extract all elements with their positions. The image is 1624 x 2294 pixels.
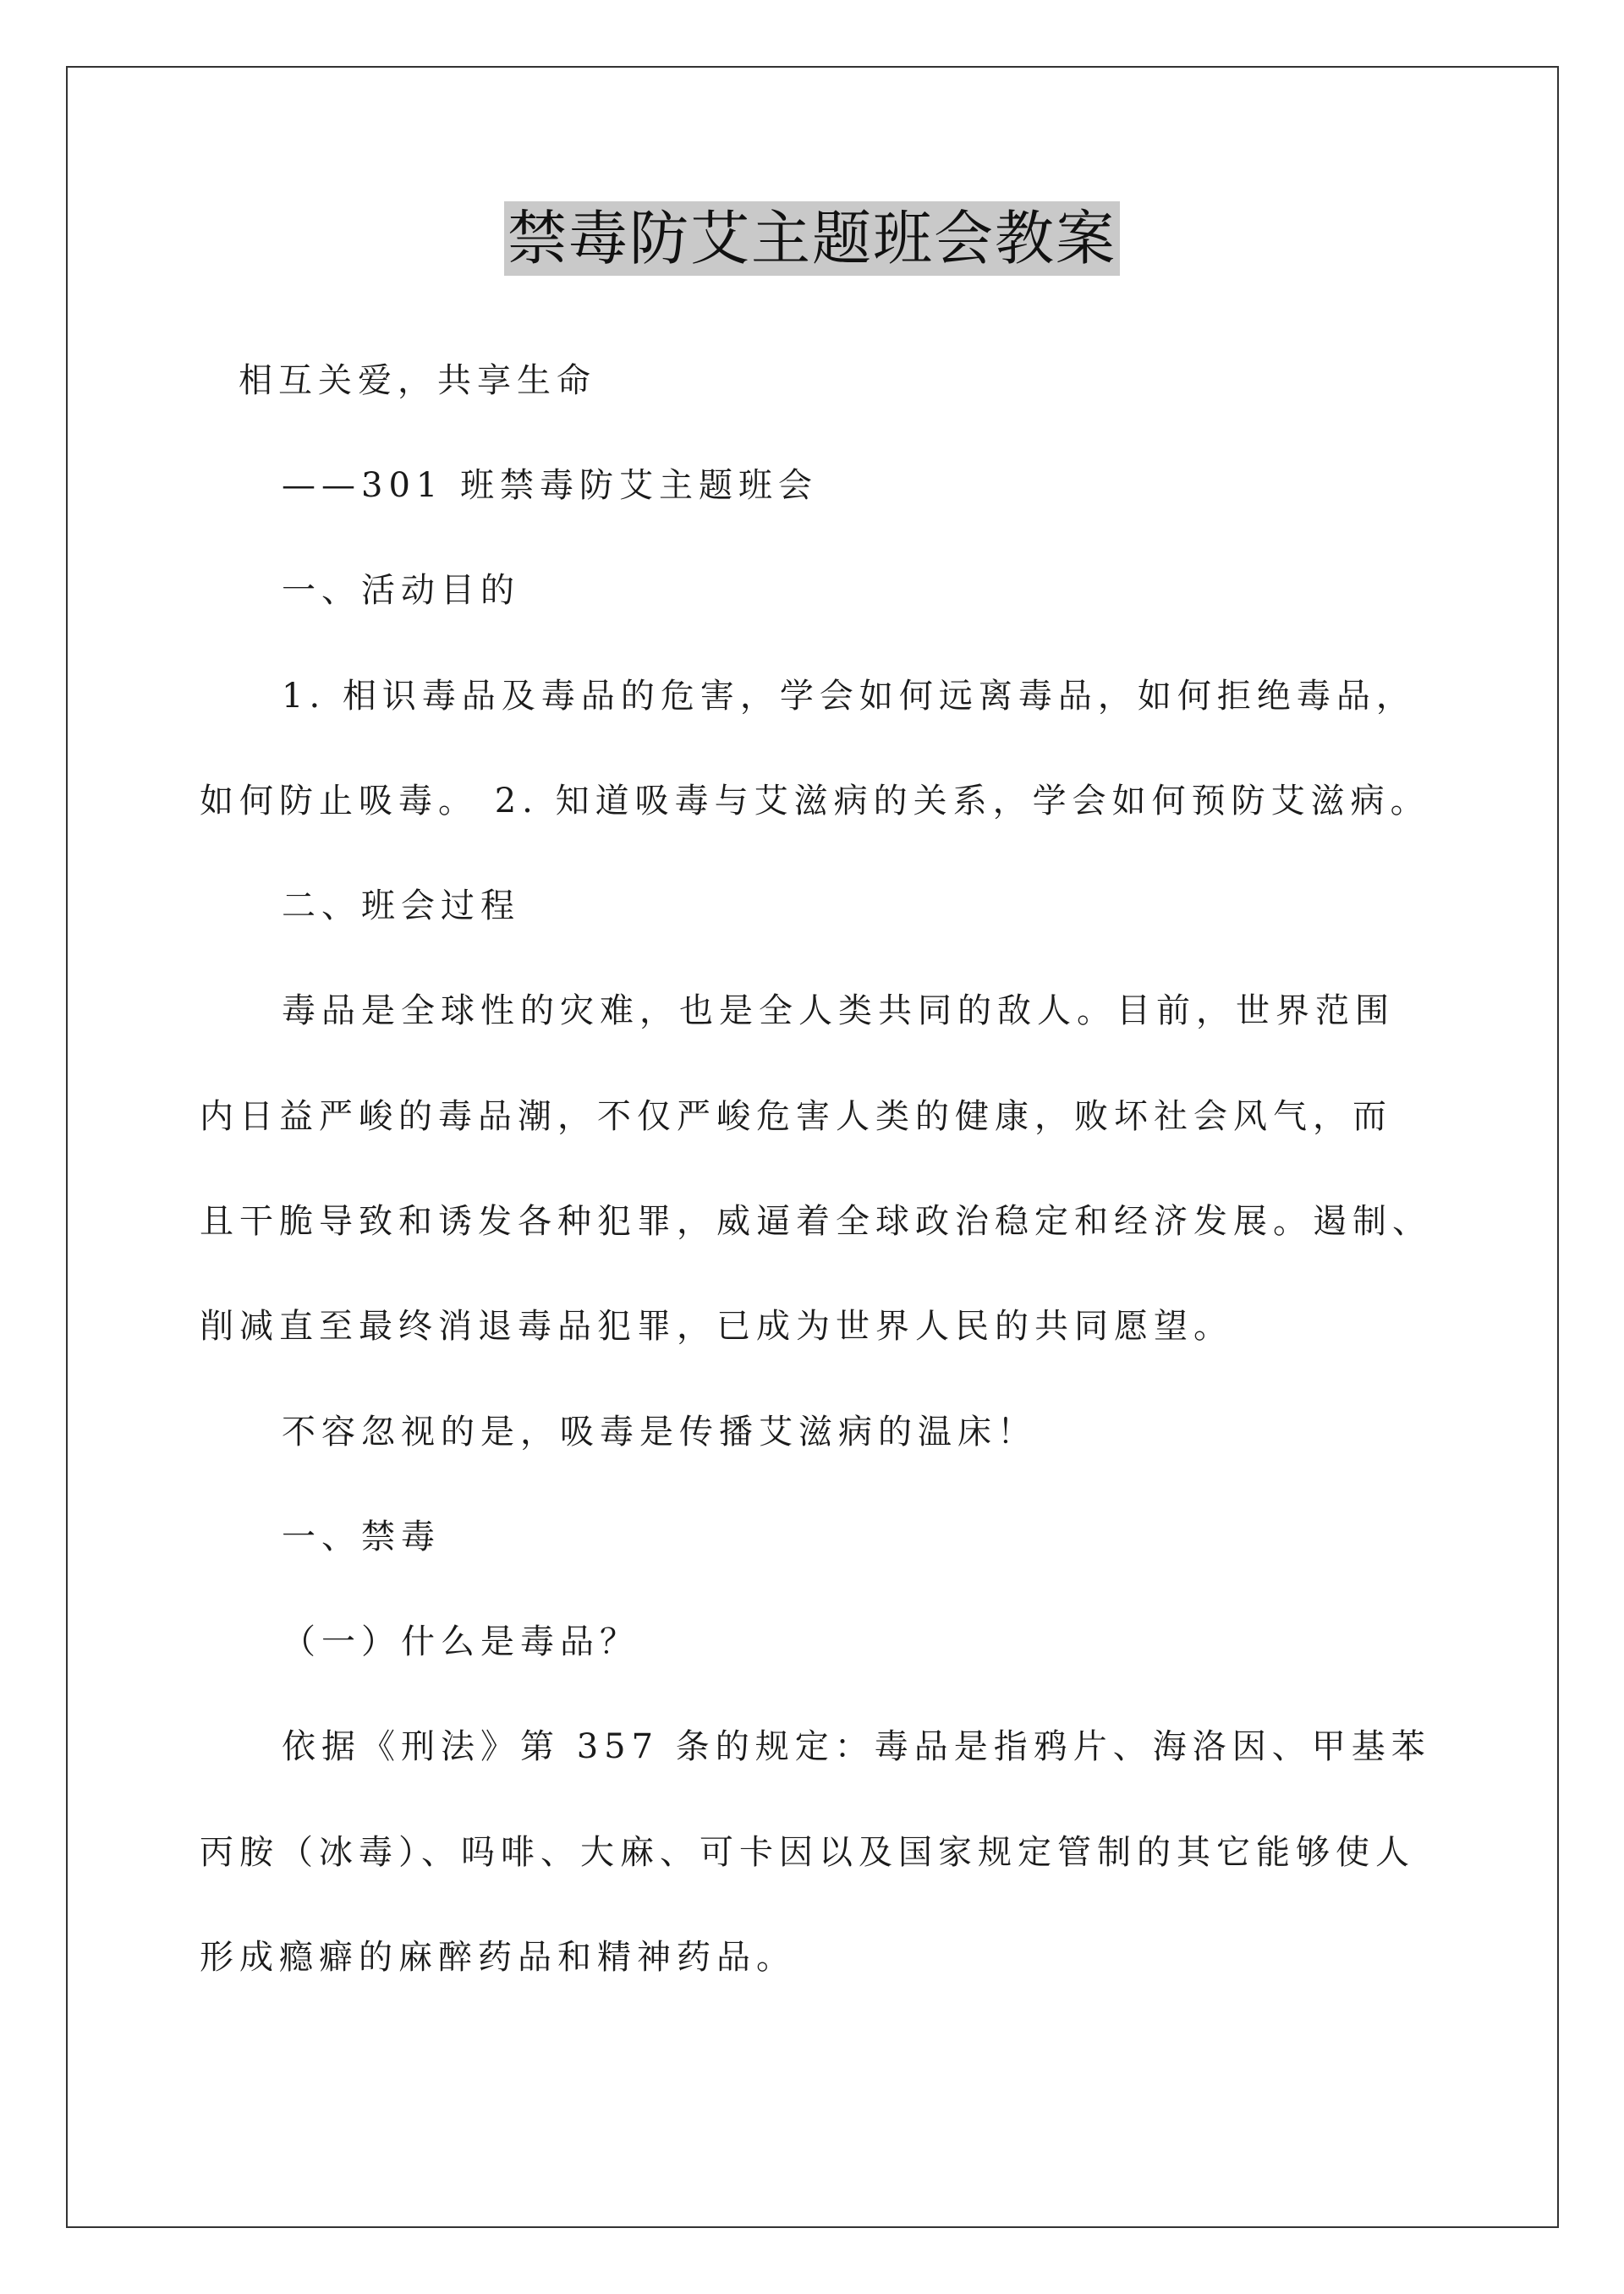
paragraph-line: 削减直至最终消退毒品犯罪，已成为世界人民的共同愿望。 [200, 1307, 1233, 1346]
paragraph-line: 依据《刑法》第 357 条的规定：毒品是指鸦片、海洛因、甲基苯 [282, 1727, 1431, 1766]
subtitle-line: 相互关爱，共享生命 [239, 361, 596, 400]
subsection-heading-what-is-drug: （一）什么是毒品？ [282, 1622, 639, 1661]
paragraph-line: 且干脆导致和诱发各种犯罪，威逼着全球政治稳定和经济发展。遏制、 [200, 1202, 1432, 1241]
paragraph-line: 毒品是全球性的灾难，也是全人类共同的敌人。目前，世界范围 [282, 991, 1395, 1030]
paragraph-line: 形成瘾癖的麻醉药品和精神药品。 [200, 1938, 796, 1977]
section-heading-anti-drug: 一、禁毒 [282, 1517, 441, 1556]
paragraph-line: 内日益严峻的毒品潮，不仅严峻危害人类的健康，败坏社会风气，而 [200, 1097, 1392, 1136]
subtitle-class-line: ——301 班禁毒防艾主题班会 [282, 466, 819, 505]
title-container [0, 201, 1624, 276]
paragraph-line: 丙胺（冰毒）、吗啡、大麻、可卡因以及国家规定管制的其它能够使人 [200, 1833, 1415, 1872]
paragraph-line: 如何防止吸毒。 2. 知道吸毒与艾滋病的关系，学会如何预防艾滋病。 [200, 782, 1430, 820]
paragraph-line: 1. 相识毒品及毒品的危害，学会如何远离毒品，如何拒绝毒品， [282, 677, 1416, 716]
section-heading-purpose: 一、活动目的 [282, 571, 520, 610]
paragraph-line: 不容忽视的是，吸毒是传播艾滋病的温床！ [282, 1413, 1037, 1452]
document-title: 禁毒防艾主题班会教案 [504, 201, 1120, 276]
section-heading-process: 二、班会过程 [282, 886, 520, 925]
